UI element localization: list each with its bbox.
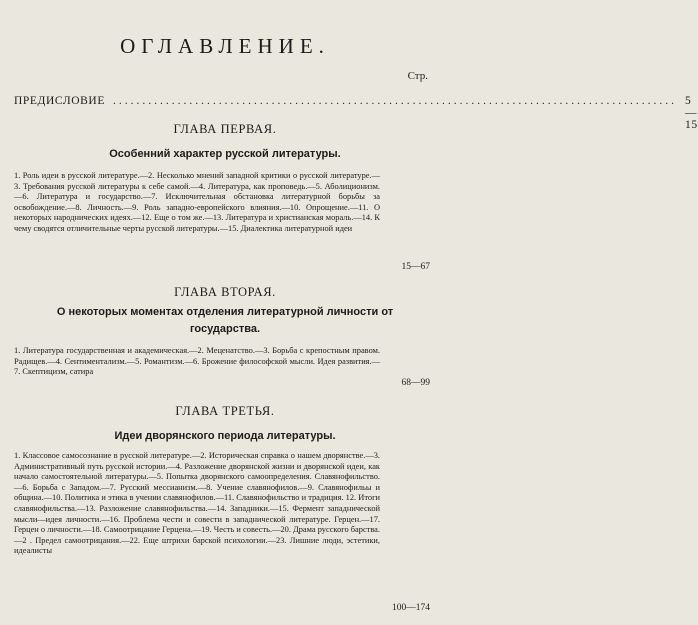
chapter-3-contents <box>14 451 380 557</box>
chapter-3-text: 1. Классовое самосознание в русской литературе.—2. Историческая справка о нашем дворянстве.—3. Административный путь русской истории.—4. Разложение дворянской жизни и дворянской идеи, как начало самостоятельной литературы.—5. Попытка дворянского самоопределения. Славянофильство.—6. Борьба с Западом.—7. Русский мессианизм.—8. Учение славянофилов.—9. Славянофильы и община.—10. Политика и этика в учении славянофилов.—11. Славянофильство и традиция. 12. Итоги славянофильства.—13. Разложение славянофильства.—14. Западники.—15. Фермент западнической мысли—идея личности.—16. Проблема чести и совести в западнической литературе. Герцен.—17. Герцен о личности.—18. Самоотрицание Герцена.—19. Честь и совесть.—20. Драма русского барства.—2 . Предел самоотрицания.—22. Еще штрихи барской психологии.—23. Лишние люди, эстетики, идеалисты <box>14 451 380 556</box>
chapter-3-heading: ГЛАВА ТРЕТЬЯ. <box>175 404 275 418</box>
chapter-3-pages: 100—174 <box>392 603 430 613</box>
page-title: ОГЛАВЛЕНИЕ. <box>120 34 330 58</box>
chapter-1-pages: 15—67 <box>401 262 430 272</box>
chapter-1-contents <box>14 171 380 235</box>
chapter-1-subtitle: Особенний характер русской литературы. <box>109 148 341 160</box>
chapter-2-pages: 68—99 <box>401 378 430 388</box>
chapter-2-contents <box>14 346 380 378</box>
chapter-3-subtitle: Идеи дворянского периода литературы. <box>114 430 336 442</box>
chapter-2-heading: ГЛАВА ВТОРАЯ. <box>174 285 276 299</box>
page-column-label: Стр. <box>407 70 428 82</box>
leader-dots: ................................................................................................ <box>112 95 677 107</box>
preface-label: ПРЕДИСЛОВИЕ <box>14 95 105 107</box>
chapter-1-heading: ГЛАВА ПЕРВАЯ. <box>173 122 277 136</box>
preface-pages: 5—15 <box>684 95 698 131</box>
chapter-2-subtitle: О некоторых моментах отделения литературной личности от государства. <box>56 306 394 335</box>
chapter-2-text: 1. Литература государственная и академическая.—2. Меценатство.—3. Борьба с крепостным правом. Радищев.—4. Сентиментализм.—5. Романтизм.—6. Брожение философской мысли. Идея развития.—7. Скептицизм, сатира <box>14 346 380 377</box>
chapter-1-text: 1. Роль идеи в русской литературе.—2. Несколько мнений западной критики о русской литературе.—3. Требования русской литературы к себе самой.—4. Литература, как проповедь.—5. Аболиционизм.—6. Литература и государство.—7. Исключительная обстановка литературной борьбы за освобождение.—8. Личность.—9. Роль западно-европейского влияния.—10. Опрощение.—11. О некоторых народнических идеях.—12. Еще о том же.—13. Литература и христианская мораль.—14. К чему сводятся отличительные черты русской литературы.—15. Диалектика литературной идеи <box>14 171 380 233</box>
